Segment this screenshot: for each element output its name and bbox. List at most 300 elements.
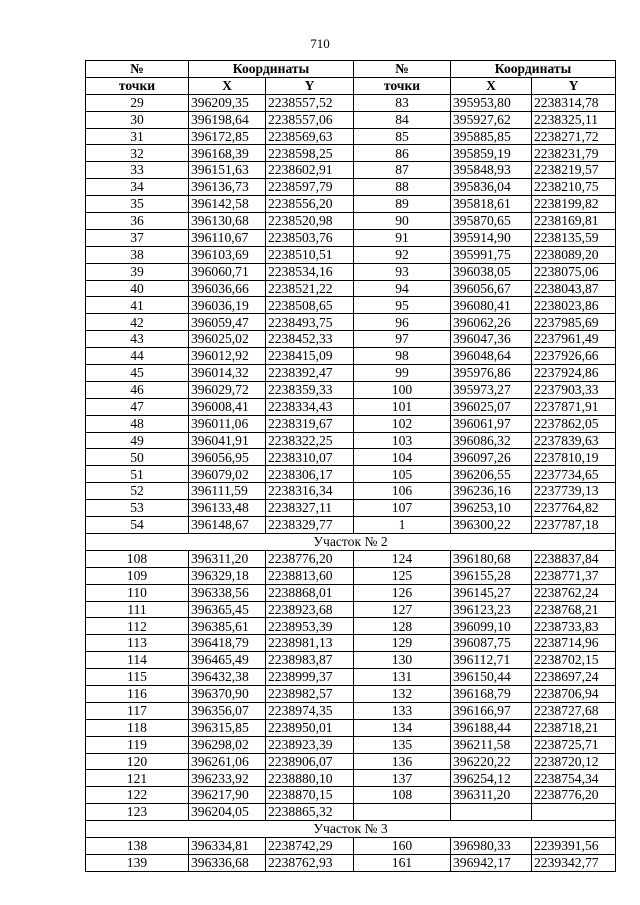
cell-point-right: 100 — [354, 381, 451, 398]
cell-x-left: 396103,69 — [189, 246, 266, 263]
table-row — [86, 854, 616, 871]
cell-y-right: 2238219,57 — [532, 162, 616, 179]
cell-x-left: 396365,45 — [189, 601, 266, 618]
table-row — [86, 145, 616, 162]
cell-y-left: 2238870,15 — [266, 787, 354, 804]
cell-x-right: 396145,27 — [451, 584, 532, 601]
cell-point-left: 37 — [86, 229, 189, 246]
cell-y-left: 2238327,11 — [266, 500, 354, 517]
table-row — [86, 263, 616, 280]
cell-point-left: 31 — [86, 128, 189, 145]
cell-x-left: 396418,79 — [189, 635, 266, 652]
cell-x-left: 396008,41 — [189, 398, 266, 415]
cell-y-right: 2237985,69 — [532, 314, 616, 331]
cell-x-left: 396059,47 — [189, 314, 266, 331]
cell-y-left: 2238319,67 — [266, 415, 354, 432]
table-body — [86, 94, 616, 871]
cell-x-right: 396061,97 — [451, 415, 532, 432]
cell-y-right: 2238754,34 — [532, 770, 616, 787]
cell-point-left: 29 — [86, 94, 189, 111]
cell-point-right — [354, 804, 451, 821]
cell-point-left: 34 — [86, 179, 189, 196]
cell-point-right: 133 — [354, 702, 451, 719]
cell-point-left: 52 — [86, 483, 189, 500]
cell-y-left: 2238953,39 — [266, 618, 354, 635]
cell-y-left: 2238923,39 — [266, 736, 354, 753]
cell-x-right: 396220,22 — [451, 753, 532, 770]
cell-point-right: 88 — [354, 179, 451, 196]
cell-x-left: 396056,95 — [189, 449, 266, 466]
cell-x-left: 396148,67 — [189, 517, 266, 534]
cell-y-right: 2238023,86 — [532, 297, 616, 314]
cell-point-right: 125 — [354, 567, 451, 584]
table-row — [86, 550, 616, 567]
cell-x-right: 395859,19 — [451, 145, 532, 162]
header-y-right: Y — [532, 77, 616, 94]
cell-x-right: 395991,75 — [451, 246, 532, 263]
cell-y-right: 2237961,49 — [532, 331, 616, 348]
cell-point-right: 83 — [354, 94, 451, 111]
header-num-right: № — [354, 61, 451, 78]
cell-point-left: 123 — [86, 804, 189, 821]
table-row — [86, 618, 616, 635]
table-row — [86, 804, 616, 821]
table-row — [86, 753, 616, 770]
table-row — [86, 196, 616, 213]
cell-x-right: 396087,75 — [451, 635, 532, 652]
table-row — [86, 517, 616, 534]
page-number: 710 — [310, 36, 330, 51]
cell-point-left: 36 — [86, 213, 189, 230]
cell-point-left: 53 — [86, 500, 189, 517]
cell-y-left: 2238602,91 — [266, 162, 354, 179]
cell-x-left: 396014,32 — [189, 365, 266, 382]
cell-point-right: 84 — [354, 111, 451, 128]
cell-y-left: 2238334,43 — [266, 398, 354, 415]
cell-y-left: 2238557,06 — [266, 111, 354, 128]
cell-y-left: 2238950,01 — [266, 719, 354, 736]
cell-point-left: 49 — [86, 432, 189, 449]
cell-point-right: 99 — [354, 365, 451, 382]
cell-y-right: 2237839,63 — [532, 432, 616, 449]
cell-x-right: 396080,41 — [451, 297, 532, 314]
cell-point-left: 40 — [86, 280, 189, 297]
table-row — [86, 702, 616, 719]
cell-y-right: 2238169,81 — [532, 213, 616, 230]
table-row — [86, 787, 616, 804]
cell-point-left: 46 — [86, 381, 189, 398]
cell-y-right: 2237810,19 — [532, 449, 616, 466]
section-title: Участок № 3 — [86, 821, 616, 838]
cell-point-right: 98 — [354, 348, 451, 365]
cell-x-right: 396980,33 — [451, 837, 532, 854]
cell-y-left: 2238392,47 — [266, 365, 354, 382]
cell-point-right: 127 — [354, 601, 451, 618]
cell-x-right: 395885,85 — [451, 128, 532, 145]
table-row — [86, 331, 616, 348]
cell-x-left: 396130,68 — [189, 213, 266, 230]
table-row — [86, 483, 616, 500]
cell-y-right: 2238210,75 — [532, 179, 616, 196]
cell-x-left: 396338,56 — [189, 584, 266, 601]
header-row-bottom — [86, 77, 616, 94]
cell-y-left: 2238493,75 — [266, 314, 354, 331]
cell-point-right: 134 — [354, 719, 451, 736]
header-row-top — [86, 61, 616, 78]
table-row — [86, 567, 616, 584]
cell-y-right: 2238199,82 — [532, 196, 616, 213]
cell-point-left: 115 — [86, 669, 189, 686]
table-row — [86, 162, 616, 179]
cell-point-left: 30 — [86, 111, 189, 128]
cell-y-right — [532, 804, 616, 821]
table-row — [86, 128, 616, 145]
cell-y-right: 2238733,83 — [532, 618, 616, 635]
cell-point-left: 112 — [86, 618, 189, 635]
table-row — [86, 432, 616, 449]
table-row — [86, 381, 616, 398]
cell-x-right: 396188,44 — [451, 719, 532, 736]
cell-y-left: 2238981,13 — [266, 635, 354, 652]
cell-y-right: 2238776,20 — [532, 787, 616, 804]
cell-y-right: 2238771,37 — [532, 567, 616, 584]
cell-x-left: 396136,73 — [189, 179, 266, 196]
cell-y-left: 2238865,32 — [266, 804, 354, 821]
cell-point-right: 102 — [354, 415, 451, 432]
table-row — [86, 466, 616, 483]
header-point-right: точки — [354, 77, 451, 94]
cell-y-left: 2238359,33 — [266, 381, 354, 398]
cell-x-left: 396151,63 — [189, 162, 266, 179]
table-row — [86, 348, 616, 365]
cell-point-left: 120 — [86, 753, 189, 770]
cell-y-right: 2238697,24 — [532, 669, 616, 686]
cell-y-right: 2237926,66 — [532, 348, 616, 365]
cell-y-left: 2238520,98 — [266, 213, 354, 230]
table-row — [86, 94, 616, 111]
cell-y-left: 2238983,87 — [266, 652, 354, 669]
cell-point-right: 130 — [354, 652, 451, 669]
cell-y-left: 2238597,79 — [266, 179, 354, 196]
cell-point-left: 116 — [86, 685, 189, 702]
cell-point-right: 126 — [354, 584, 451, 601]
table-row — [86, 297, 616, 314]
cell-x-left: 396298,02 — [189, 736, 266, 753]
cell-point-left: 41 — [86, 297, 189, 314]
cell-y-left: 2238813,60 — [266, 567, 354, 584]
cell-y-right: 2238325,11 — [532, 111, 616, 128]
cell-x-right: 396150,44 — [451, 669, 532, 686]
cell-x-right: 396047,36 — [451, 331, 532, 348]
cell-x-right: 396180,68 — [451, 550, 532, 567]
cell-point-left: 114 — [86, 652, 189, 669]
table-row — [86, 415, 616, 432]
table-row — [86, 398, 616, 415]
cell-x-left: 396233,92 — [189, 770, 266, 787]
cell-y-right: 2238727,68 — [532, 702, 616, 719]
cell-y-right: 2238314,78 — [532, 94, 616, 111]
cell-x-right: 396025,07 — [451, 398, 532, 415]
cell-x-left: 396334,81 — [189, 837, 266, 854]
cell-x-left: 396465,49 — [189, 652, 266, 669]
cell-point-left: 54 — [86, 517, 189, 534]
cell-y-left: 2238906,07 — [266, 753, 354, 770]
cell-y-left: 2238569,63 — [266, 128, 354, 145]
cell-point-right: 128 — [354, 618, 451, 635]
cell-y-left: 2238306,17 — [266, 466, 354, 483]
cell-x-left: 396012,92 — [189, 348, 266, 365]
header-x-right: X — [451, 77, 532, 94]
cell-y-left: 2238503,76 — [266, 229, 354, 246]
cell-x-left: 396315,85 — [189, 719, 266, 736]
cell-x-right: 396311,20 — [451, 787, 532, 804]
cell-x-left: 396142,58 — [189, 196, 266, 213]
cell-point-left: 35 — [86, 196, 189, 213]
cell-x-right: 395976,86 — [451, 365, 532, 382]
cell-point-right: 103 — [354, 432, 451, 449]
cell-x-right: 395870,65 — [451, 213, 532, 230]
cell-point-right: 89 — [354, 196, 451, 213]
cell-y-right: 2238725,71 — [532, 736, 616, 753]
cell-point-right: 1 — [354, 517, 451, 534]
cell-point-left: 44 — [86, 348, 189, 365]
coordinates-table — [85, 60, 616, 872]
cell-point-right: 95 — [354, 297, 451, 314]
cell-y-left: 2238510,51 — [266, 246, 354, 263]
cell-y-right: 2237903,33 — [532, 381, 616, 398]
header-num-left: № — [86, 61, 189, 78]
cell-y-right: 2237787,18 — [532, 517, 616, 534]
table-row — [86, 736, 616, 753]
cell-x-left: 396432,38 — [189, 669, 266, 686]
table-row — [86, 449, 616, 466]
cell-y-right: 2238706,94 — [532, 685, 616, 702]
cell-point-right: 85 — [354, 128, 451, 145]
cell-y-right: 2238714,96 — [532, 635, 616, 652]
cell-y-right: 2238768,21 — [532, 601, 616, 618]
cell-x-left: 396385,61 — [189, 618, 266, 635]
cell-x-left: 396356,07 — [189, 702, 266, 719]
cell-point-right: 97 — [354, 331, 451, 348]
table-row — [86, 601, 616, 618]
cell-point-right: 129 — [354, 635, 451, 652]
cell-x-right: 396099,10 — [451, 618, 532, 635]
cell-y-right: 2237871,91 — [532, 398, 616, 415]
table-row — [86, 280, 616, 297]
cell-x-right: 395818,61 — [451, 196, 532, 213]
cell-y-left: 2238557,52 — [266, 94, 354, 111]
cell-y-right: 2237739,13 — [532, 483, 616, 500]
cell-y-left: 2238508,65 — [266, 297, 354, 314]
cell-x-left: 396111,59 — [189, 483, 266, 500]
cell-point-left: 38 — [86, 246, 189, 263]
cell-y-left: 2238452,33 — [266, 331, 354, 348]
cell-point-left: 139 — [86, 854, 189, 871]
cell-point-left: 43 — [86, 331, 189, 348]
cell-point-left: 42 — [86, 314, 189, 331]
cell-x-left: 396060,71 — [189, 263, 266, 280]
cell-point-right: 107 — [354, 500, 451, 517]
cell-x-left: 396110,67 — [189, 229, 266, 246]
table-row — [86, 584, 616, 601]
cell-x-left: 396209,35 — [189, 94, 266, 111]
cell-point-left: 138 — [86, 837, 189, 854]
cell-point-left: 48 — [86, 415, 189, 432]
cell-point-left: 47 — [86, 398, 189, 415]
cell-y-left: 2238880,10 — [266, 770, 354, 787]
cell-point-left: 32 — [86, 145, 189, 162]
table-row — [86, 314, 616, 331]
cell-x-left: 396311,20 — [189, 550, 266, 567]
cell-y-right: 2238135,59 — [532, 229, 616, 246]
cell-x-right: 396236,16 — [451, 483, 532, 500]
cell-x-left: 396025,02 — [189, 331, 266, 348]
cell-point-right: 90 — [354, 213, 451, 230]
cell-point-left: 39 — [86, 263, 189, 280]
cell-x-right: 395953,80 — [451, 94, 532, 111]
cell-y-right: 2238720,12 — [532, 753, 616, 770]
table-row — [86, 213, 616, 230]
cell-point-right: 136 — [354, 753, 451, 770]
section-header-row — [86, 533, 616, 550]
cell-y-left: 2238316,34 — [266, 483, 354, 500]
cell-x-left: 396036,19 — [189, 297, 266, 314]
table-row — [86, 635, 616, 652]
cell-y-left: 2238322,25 — [266, 432, 354, 449]
cell-y-right: 2237924,86 — [532, 365, 616, 382]
cell-point-left: 122 — [86, 787, 189, 804]
table-row — [86, 652, 616, 669]
cell-x-right: 395914,90 — [451, 229, 532, 246]
section-header-row — [86, 821, 616, 838]
cell-point-left: 109 — [86, 567, 189, 584]
cell-y-left: 2238556,20 — [266, 196, 354, 213]
cell-x-right: 396056,67 — [451, 280, 532, 297]
cell-point-left: 110 — [86, 584, 189, 601]
cell-y-left: 2238521,22 — [266, 280, 354, 297]
cell-x-right: 396942,17 — [451, 854, 532, 871]
cell-x-right: 395927,62 — [451, 111, 532, 128]
cell-point-left: 118 — [86, 719, 189, 736]
cell-point-right: 131 — [354, 669, 451, 686]
cell-y-left: 2238310,07 — [266, 449, 354, 466]
table-row — [86, 500, 616, 517]
cell-point-left: 117 — [86, 702, 189, 719]
cell-y-right: 2238271,72 — [532, 128, 616, 145]
cell-point-right: 106 — [354, 483, 451, 500]
cell-point-right: 108 — [354, 787, 451, 804]
table-row — [86, 685, 616, 702]
section-title: Участок № 2 — [86, 533, 616, 550]
cell-y-right: 2238762,24 — [532, 584, 616, 601]
cell-y-right: 2238043,87 — [532, 280, 616, 297]
cell-point-right: 137 — [354, 770, 451, 787]
cell-y-right: 2237764,82 — [532, 500, 616, 517]
cell-point-right: 161 — [354, 854, 451, 871]
header-coords-left: Координаты — [189, 61, 354, 78]
cell-y-left: 2238598,25 — [266, 145, 354, 162]
cell-x-right: 396086,32 — [451, 432, 532, 449]
cell-y-right: 2239342,77 — [532, 854, 616, 871]
cell-x-right: 396155,28 — [451, 567, 532, 584]
cell-y-left: 2238534,16 — [266, 263, 354, 280]
cell-point-right: 101 — [354, 398, 451, 415]
cell-x-left: 396168,39 — [189, 145, 266, 162]
cell-point-right: 86 — [354, 145, 451, 162]
table-row — [86, 111, 616, 128]
table-row — [86, 246, 616, 263]
cell-x-left: 396217,90 — [189, 787, 266, 804]
cell-y-right: 2237734,65 — [532, 466, 616, 483]
header-coords-right: Координаты — [451, 61, 616, 78]
cell-x-right: 396048,64 — [451, 348, 532, 365]
cell-x-right: 396062,26 — [451, 314, 532, 331]
cell-x-left: 396204,05 — [189, 804, 266, 821]
cell-y-left: 2238742,29 — [266, 837, 354, 854]
header-point-left: точки — [86, 77, 189, 94]
cell-x-right: 396300,22 — [451, 517, 532, 534]
cell-y-right: 2238075,06 — [532, 263, 616, 280]
table-row — [86, 669, 616, 686]
cell-point-left: 113 — [86, 635, 189, 652]
cell-x-right: 396097,26 — [451, 449, 532, 466]
cell-x-right: 396211,58 — [451, 736, 532, 753]
cell-y-left: 2238329,77 — [266, 517, 354, 534]
cell-y-left: 2238415,09 — [266, 348, 354, 365]
cell-y-right: 2238718,21 — [532, 719, 616, 736]
cell-point-right: 104 — [354, 449, 451, 466]
cell-x-left: 396370,90 — [189, 685, 266, 702]
cell-x-right: 396038,05 — [451, 263, 532, 280]
cell-y-right: 2237862,05 — [532, 415, 616, 432]
cell-point-left: 33 — [86, 162, 189, 179]
table-row — [86, 770, 616, 787]
cell-x-left: 396261,06 — [189, 753, 266, 770]
cell-y-left: 2238762,93 — [266, 854, 354, 871]
cell-point-left: 119 — [86, 736, 189, 753]
cell-point-right: 87 — [354, 162, 451, 179]
cell-x-left: 396198,64 — [189, 111, 266, 128]
cell-point-right: 160 — [354, 837, 451, 854]
cell-point-left: 108 — [86, 550, 189, 567]
cell-point-right: 135 — [354, 736, 451, 753]
cell-x-right: 396112,71 — [451, 652, 532, 669]
cell-point-left: 51 — [86, 466, 189, 483]
cell-y-left: 2238982,57 — [266, 685, 354, 702]
cell-x-right: 395973,27 — [451, 381, 532, 398]
table-row — [86, 229, 616, 246]
cell-y-right: 2238702,15 — [532, 652, 616, 669]
cell-point-right: 94 — [354, 280, 451, 297]
cell-x-right: 396123,23 — [451, 601, 532, 618]
cell-point-left: 50 — [86, 449, 189, 466]
cell-y-left: 2238974,35 — [266, 702, 354, 719]
cell-x-right: 396253,10 — [451, 500, 532, 517]
cell-x-left: 396041,91 — [189, 432, 266, 449]
cell-x-right: 396168,79 — [451, 685, 532, 702]
cell-point-right: 92 — [354, 246, 451, 263]
cell-y-right: 2238837,84 — [532, 550, 616, 567]
cell-x-right: 395848,93 — [451, 162, 532, 179]
cell-y-right: 2238231,79 — [532, 145, 616, 162]
cell-point-right: 105 — [354, 466, 451, 483]
cell-x-right: 396206,55 — [451, 466, 532, 483]
cell-x-right: 395836,04 — [451, 179, 532, 196]
cell-point-left: 121 — [86, 770, 189, 787]
cell-x-left: 396079,02 — [189, 466, 266, 483]
table-row — [86, 719, 616, 736]
cell-x-left: 396133,48 — [189, 500, 266, 517]
